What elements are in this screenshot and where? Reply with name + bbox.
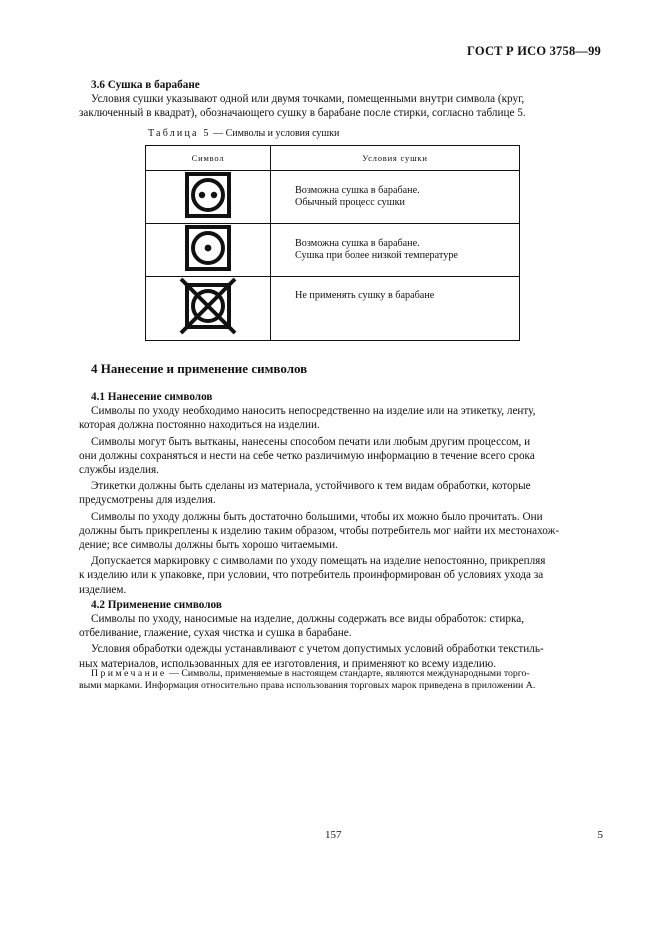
- note: [79, 668, 601, 693]
- text-line: Символы по уходу необходимо наносить непосредственно на изделие или на этикетку, ленту,: [91, 405, 536, 418]
- text-line: Допускается маркировку с символами по уходу помещать на изделие непостоянно, прикрепляя: [91, 555, 546, 568]
- text-line: службы изделия.: [79, 464, 159, 477]
- section-3-6: [79, 78, 601, 121]
- side-page-number: 5: [597, 829, 603, 841]
- symbol-cell: [146, 171, 271, 224]
- conditions-cell: [271, 171, 520, 224]
- text-line: изделием.: [79, 583, 127, 596]
- text-line: к изделию или к упаковке, при условии, что потребитель проинформирован об условиях ухода за: [79, 569, 544, 582]
- text-line: заключенный в квадрат), обозначающего сушку в барабане после стирки, согласно таблице 5.: [79, 107, 526, 120]
- column-header-conditions: Условия сушки: [271, 146, 520, 171]
- note-label: Примечание: [91, 668, 167, 679]
- section-4-title: 4 Нанесение и применение символов: [91, 361, 308, 376]
- text-line: Символы по уходу, наносимые на изделие, должны содержать все виды обработок: стирка,: [91, 613, 525, 626]
- text-line: Этикетки должны быть сделаны из материала, устойчивого к тем видам обработки, которые: [91, 480, 531, 493]
- table-row: [146, 171, 520, 224]
- table-caption: [148, 128, 339, 139]
- text-line: отбеливание, глажение, сухая чистка и сушка в барабане.: [79, 627, 352, 640]
- table-caption-text: — Символы и условия сушки: [210, 128, 340, 139]
- condition-line: Возможна сушка в барабане.: [295, 185, 420, 196]
- do-not-tumble-dry-icon: [179, 277, 237, 335]
- symbol-cell: [146, 224, 271, 277]
- symbol-cell: [146, 277, 271, 341]
- table-row: [146, 277, 520, 341]
- table-row: [146, 224, 520, 277]
- column-header-symbol: Символ: [146, 146, 271, 171]
- section-4-2-title: 4.2 Применение символов: [91, 598, 222, 611]
- condition-line: Возможна сушка в барабане.: [295, 238, 420, 249]
- document-header: ГОСТ Р ИСО 3758—99: [467, 44, 601, 58]
- text-line: предусмотрены для изделия.: [79, 494, 216, 507]
- tumble-dry-two-dots-icon: [185, 172, 231, 218]
- tumble-dry-one-dot-icon: [185, 225, 231, 271]
- page-number: 157: [325, 829, 342, 841]
- text-line: ных материалов, использованных для ее изготовления, и применяют ко всему изделию.: [79, 657, 496, 670]
- text-line: должны быть прикреплены к изделию таким образом, чтобы потребитель мог найти их местонахож-: [79, 524, 560, 537]
- text-line: они должны сохраняться и нести на себе четко различимую информацию в течение всего срока: [79, 449, 535, 462]
- section-4-1-title: 4.1 Нанесение символов: [91, 391, 213, 403]
- text-line: Символы могут быть вытканы, нанесены способом печати или любым другим процессом, и: [91, 435, 531, 448]
- section-4-body: [79, 390, 601, 671]
- text-line: Символы по уходу должны быть достаточно большими, чтобы их можно было прочитать. Они: [91, 510, 543, 523]
- section-3-6-title: 3.6 Сушка в барабане: [91, 79, 200, 91]
- conditions-cell: [271, 277, 520, 341]
- table-caption-label: Таблица 5: [148, 128, 211, 139]
- note-text: выми марками. Информация относительно права использования торговых марок приведена в приложении А.: [79, 680, 536, 692]
- condition-line: Не применять сушку в барабане: [295, 290, 435, 301]
- table-header-row: [146, 146, 520, 171]
- text-line: Условия обработки одежды устанавливают с учетом допустимых условий обработки текстиль-: [91, 643, 544, 656]
- note-text: — Символы, применяемые в настоящем стандарте, являются международными торго-: [166, 668, 530, 679]
- text-line: дение; все символы должны быть хорошо читаемыми.: [79, 539, 338, 552]
- text-line: Условия сушки указывают одной или двумя точками, помещенными внутри символа (круг,: [91, 93, 525, 106]
- drying-symbols-table: [145, 145, 520, 341]
- condition-line: Обычный процесс сушки: [295, 197, 405, 208]
- text-line: которая должна постоянно находиться на изделии.: [79, 419, 320, 432]
- condition-line: Сушка при более низкой температуре: [295, 250, 458, 261]
- conditions-cell: [271, 224, 520, 277]
